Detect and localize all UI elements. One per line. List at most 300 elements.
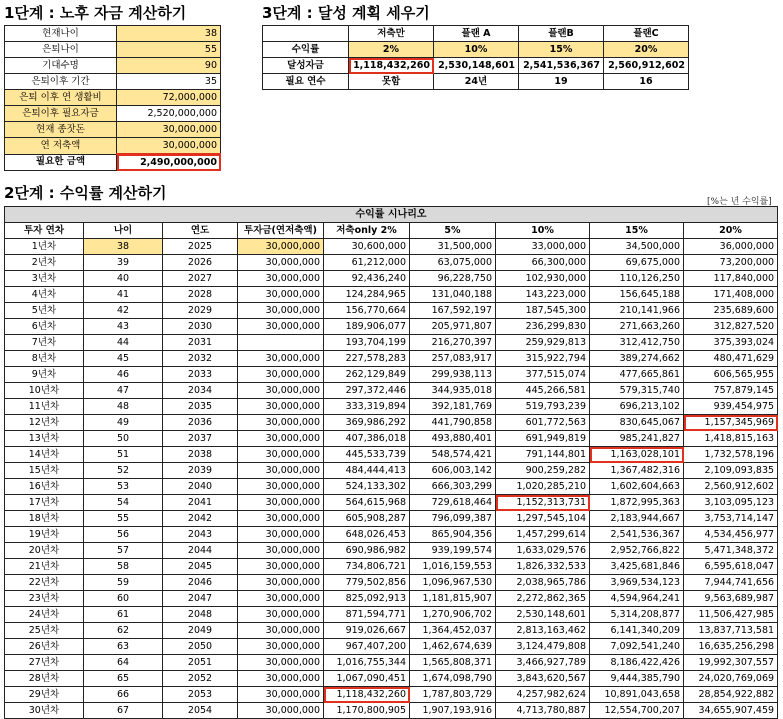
table-cell[interactable]: 8년차 xyxy=(5,351,84,367)
table-cell[interactable]: 2049 xyxy=(163,623,238,639)
table-cell[interactable]: 1,787,803,729 xyxy=(410,687,496,703)
table-cell[interactable]: 480,471,629 xyxy=(684,351,778,367)
table-cell[interactable]: 871,594,771 xyxy=(324,607,410,623)
table-cell[interactable]: 110,126,250 xyxy=(590,271,684,287)
table-cell[interactable]: 1,633,029,576 xyxy=(496,543,590,559)
step3-value-cell[interactable]: 16 xyxy=(604,74,689,90)
table-cell[interactable]: 2030 xyxy=(163,319,238,335)
table-cell[interactable]: 56 xyxy=(84,527,163,543)
table-cell[interactable]: 66,300,000 xyxy=(496,255,590,271)
table-cell[interactable]: 1,674,098,790 xyxy=(410,671,496,687)
table-cell[interactable]: 11년차 xyxy=(5,399,84,415)
step3-value-cell[interactable]: 20% xyxy=(604,42,689,58)
table-cell[interactable]: 30,000,000 xyxy=(238,495,324,511)
table-cell[interactable]: 40 xyxy=(84,271,163,287)
table-cell[interactable]: 2036 xyxy=(163,415,238,431)
table-cell[interactable]: 16,635,256,298 xyxy=(684,639,778,655)
table-cell[interactable]: 939,454,975 xyxy=(684,399,778,415)
table-cell[interactable]: 2,560,912,602 xyxy=(684,479,778,495)
step1-value-cell[interactable]: 2,490,000,000 xyxy=(117,154,221,171)
table-cell[interactable]: 1,565,808,371 xyxy=(410,655,496,671)
table-cell[interactable]: 30,000,000 xyxy=(238,511,324,527)
column-header[interactable]: 저축only 2% xyxy=(324,223,410,239)
table-cell[interactable]: 939,199,574 xyxy=(410,543,496,559)
table-cell[interactable]: 392,181,769 xyxy=(410,399,496,415)
table-cell[interactable]: 5년차 xyxy=(5,303,84,319)
step3-value-cell[interactable]: 15% xyxy=(519,42,604,58)
step1-label-cell[interactable]: 기대수명 xyxy=(5,58,117,74)
table-cell[interactable]: 187,545,300 xyxy=(496,303,590,319)
step1-value-cell[interactable]: 30,000,000 xyxy=(117,122,221,138)
table-cell[interactable]: 205,971,807 xyxy=(410,319,496,335)
table-cell[interactable]: 28년차 xyxy=(5,671,84,687)
table-cell[interactable]: 65 xyxy=(84,671,163,687)
table-cell[interactable]: 30,000,000 xyxy=(238,303,324,319)
table-cell[interactable]: 791,144,801 xyxy=(496,447,590,463)
table-cell[interactable]: 30,000,000 xyxy=(238,575,324,591)
step3-row-label[interactable]: 필요 연수 xyxy=(263,74,349,90)
table-cell[interactable]: 262,129,849 xyxy=(324,367,410,383)
table-cell[interactable]: 14년차 xyxy=(5,447,84,463)
table-cell[interactable]: 30,000,000 xyxy=(238,271,324,287)
table-cell[interactable]: 117,840,000 xyxy=(684,271,778,287)
table-cell[interactable]: 30,000,000 xyxy=(238,655,324,671)
table-cell[interactable]: 3,425,681,846 xyxy=(590,559,684,575)
table-cell[interactable]: 2032 xyxy=(163,351,238,367)
table-cell[interactable]: 985,241,827 xyxy=(590,431,684,447)
step1-label-cell[interactable]: 현재나이 xyxy=(5,26,117,42)
column-header[interactable]: 나이 xyxy=(84,223,163,239)
table-cell[interactable]: 1,732,578,196 xyxy=(684,447,778,463)
table-cell[interactable]: 2038 xyxy=(163,447,238,463)
table-cell[interactable]: 1,367,482,316 xyxy=(590,463,684,479)
table-cell[interactable]: 344,935,018 xyxy=(410,383,496,399)
table-cell[interactable]: 210,141,966 xyxy=(590,303,684,319)
table-cell[interactable] xyxy=(238,335,324,351)
table-cell[interactable]: 2,813,163,462 xyxy=(496,623,590,639)
table-cell[interactable]: 445,266,581 xyxy=(496,383,590,399)
table-cell[interactable]: 3,753,714,147 xyxy=(684,511,778,527)
table-cell[interactable]: 59 xyxy=(84,575,163,591)
table-cell[interactable]: 227,578,283 xyxy=(324,351,410,367)
table-cell[interactable]: 193,704,199 xyxy=(324,335,410,351)
table-cell[interactable]: 30,000,000 xyxy=(238,255,324,271)
step3-column-header[interactable]: 플랜B xyxy=(519,26,604,42)
table-cell[interactable]: 2033 xyxy=(163,367,238,383)
table-cell[interactable]: 1,016,755,344 xyxy=(324,655,410,671)
table-cell[interactable]: 648,026,453 xyxy=(324,527,410,543)
step3-value-cell[interactable]: 못함 xyxy=(349,74,434,90)
table-cell[interactable]: 96,228,750 xyxy=(410,271,496,287)
table-cell[interactable]: 4,257,982,624 xyxy=(496,687,590,703)
table-cell[interactable]: 2046 xyxy=(163,575,238,591)
table-cell[interactable]: 69,675,000 xyxy=(590,255,684,271)
table-cell[interactable]: 407,386,018 xyxy=(324,431,410,447)
table-cell[interactable]: 1,270,906,702 xyxy=(410,607,496,623)
table-cell[interactable]: 2,038,965,786 xyxy=(496,575,590,591)
table-cell[interactable]: 299,938,113 xyxy=(410,367,496,383)
table-cell[interactable]: 900,259,282 xyxy=(496,463,590,479)
table-cell[interactable]: 1,364,452,037 xyxy=(410,623,496,639)
table-cell[interactable]: 10년차 xyxy=(5,383,84,399)
column-header[interactable]: 5% xyxy=(410,223,496,239)
table-cell[interactable]: 2050 xyxy=(163,639,238,655)
table-cell[interactable]: 2028 xyxy=(163,287,238,303)
table-cell[interactable]: 259,929,813 xyxy=(496,335,590,351)
step3-value-cell[interactable]: 19 xyxy=(519,74,604,90)
table-cell[interactable]: 30,000,000 xyxy=(238,543,324,559)
step3-row-label[interactable]: 수익률 xyxy=(263,42,349,58)
column-header[interactable]: 15% xyxy=(590,223,684,239)
table-cell[interactable]: 1,067,090,451 xyxy=(324,671,410,687)
table-cell[interactable]: 30,000,000 xyxy=(238,383,324,399)
table-cell[interactable]: 46 xyxy=(84,367,163,383)
column-header[interactable]: 투자 연차 xyxy=(5,223,84,239)
table-cell[interactable]: 1,016,159,553 xyxy=(410,559,496,575)
table-cell[interactable]: 44 xyxy=(84,335,163,351)
table-cell[interactable]: 5,314,208,877 xyxy=(590,607,684,623)
table-cell[interactable]: 167,592,197 xyxy=(410,303,496,319)
table-cell[interactable]: 297,372,446 xyxy=(324,383,410,399)
table-cell[interactable]: 2026 xyxy=(163,255,238,271)
step3-value-cell[interactable]: 2% xyxy=(349,42,434,58)
table-cell[interactable]: 18년차 xyxy=(5,511,84,527)
table-cell[interactable]: 50 xyxy=(84,431,163,447)
table-cell[interactable]: 6,595,618,047 xyxy=(684,559,778,575)
table-cell[interactable]: 48 xyxy=(84,399,163,415)
table-cell[interactable]: 5,471,348,372 xyxy=(684,543,778,559)
table-cell[interactable]: 49 xyxy=(84,415,163,431)
table-cell[interactable]: 30,000,000 xyxy=(238,607,324,623)
table-cell[interactable]: 102,930,000 xyxy=(496,271,590,287)
table-cell[interactable]: 312,412,750 xyxy=(590,335,684,351)
table-cell[interactable]: 3,843,620,567 xyxy=(496,671,590,687)
step1-label-cell[interactable]: 은퇴이후 기간 xyxy=(5,74,117,90)
table-cell[interactable]: 389,274,662 xyxy=(590,351,684,367)
table-cell[interactable]: 24,020,769,069 xyxy=(684,671,778,687)
table-cell[interactable]: 257,083,917 xyxy=(410,351,496,367)
table-cell[interactable]: 156,770,664 xyxy=(324,303,410,319)
table-cell[interactable]: 131,040,188 xyxy=(410,287,496,303)
table-cell[interactable]: 34,500,000 xyxy=(590,239,684,255)
table-cell[interactable]: 54 xyxy=(84,495,163,511)
step3-value-cell[interactable]: 2,560,912,602 xyxy=(604,58,689,74)
table-cell[interactable]: 2044 xyxy=(163,543,238,559)
column-header[interactable]: 20% xyxy=(684,223,778,239)
table-cell[interactable]: 58 xyxy=(84,559,163,575)
table-cell[interactable]: 27년차 xyxy=(5,655,84,671)
table-cell[interactable]: 42 xyxy=(84,303,163,319)
table-cell[interactable]: 666,303,299 xyxy=(410,479,496,495)
table-cell[interactable]: 2042 xyxy=(163,511,238,527)
table-cell[interactable]: 235,689,600 xyxy=(684,303,778,319)
table-cell[interactable]: 30,000,000 xyxy=(238,463,324,479)
table-cell[interactable]: 19년차 xyxy=(5,527,84,543)
step1-label-cell[interactable]: 은퇴나이 xyxy=(5,42,117,58)
table-cell[interactable]: 2,183,944,667 xyxy=(590,511,684,527)
table-cell[interactable]: 2041 xyxy=(163,495,238,511)
table-cell[interactable]: 477,665,861 xyxy=(590,367,684,383)
table-cell[interactable]: 825,092,913 xyxy=(324,591,410,607)
step1-value-cell[interactable]: 72,000,000 xyxy=(117,90,221,106)
table-cell[interactable]: 696,213,102 xyxy=(590,399,684,415)
table-cell[interactable]: 30,000,000 xyxy=(238,239,324,255)
table-cell[interactable]: 4,534,456,977 xyxy=(684,527,778,543)
table-cell[interactable]: 63 xyxy=(84,639,163,655)
table-cell[interactable]: 3,466,927,789 xyxy=(496,655,590,671)
table-cell[interactable]: 2052 xyxy=(163,671,238,687)
table-cell[interactable]: 2027 xyxy=(163,271,238,287)
table-cell[interactable]: 271,663,260 xyxy=(590,319,684,335)
table-cell[interactable]: 7년차 xyxy=(5,335,84,351)
table-cell[interactable]: 377,515,074 xyxy=(496,367,590,383)
column-header[interactable]: 10% xyxy=(496,223,590,239)
table-cell[interactable]: 445,533,739 xyxy=(324,447,410,463)
table-cell[interactable]: 62 xyxy=(84,623,163,639)
table-cell[interactable]: 9년차 xyxy=(5,367,84,383)
table-cell[interactable]: 20년차 xyxy=(5,543,84,559)
table-cell[interactable]: 73,200,000 xyxy=(684,255,778,271)
scenario-header[interactable]: 수익률 시나리오 xyxy=(5,207,778,223)
table-cell[interactable]: 564,615,968 xyxy=(324,495,410,511)
table-cell[interactable]: 1,020,285,210 xyxy=(496,479,590,495)
table-cell[interactable]: 171,408,000 xyxy=(684,287,778,303)
table-cell[interactable]: 41 xyxy=(84,287,163,303)
table-cell[interactable]: 92,436,240 xyxy=(324,271,410,287)
table-cell[interactable]: 606,003,142 xyxy=(410,463,496,479)
table-cell[interactable]: 30,000,000 xyxy=(238,559,324,575)
step3-column-header[interactable]: 저축만 xyxy=(349,26,434,42)
table-cell[interactable]: 865,904,356 xyxy=(410,527,496,543)
table-cell[interactable]: 606,565,955 xyxy=(684,367,778,383)
table-cell[interactable]: 579,315,740 xyxy=(590,383,684,399)
table-cell[interactable]: 1,157,345,969 xyxy=(684,415,778,431)
table-cell[interactable]: 548,574,421 xyxy=(410,447,496,463)
table-cell[interactable]: 315,922,794 xyxy=(496,351,590,367)
table-cell[interactable]: 369,986,292 xyxy=(324,415,410,431)
table-cell[interactable]: 22년차 xyxy=(5,575,84,591)
step1-label-cell[interactable]: 필요한 금액 xyxy=(5,154,117,171)
table-cell[interactable]: 830,645,067 xyxy=(590,415,684,431)
table-cell[interactable]: 16년차 xyxy=(5,479,84,495)
step1-label-cell[interactable]: 현재 종잣돈 xyxy=(5,122,117,138)
table-cell[interactable]: 2043 xyxy=(163,527,238,543)
step3-value-cell[interactable]: 24년 xyxy=(434,74,519,90)
table-cell[interactable]: 61,212,000 xyxy=(324,255,410,271)
table-cell[interactable]: 2051 xyxy=(163,655,238,671)
table-cell[interactable]: 2029 xyxy=(163,303,238,319)
table-cell[interactable]: 30년차 xyxy=(5,703,84,719)
table-cell[interactable]: 1,181,815,907 xyxy=(410,591,496,607)
table-cell[interactable]: 30,000,000 xyxy=(238,319,324,335)
table-cell[interactable]: 9,563,689,987 xyxy=(684,591,778,607)
table-cell[interactable]: 1,118,432,260 xyxy=(324,687,410,703)
table-cell[interactable]: 4,713,780,887 xyxy=(496,703,590,719)
table-cell[interactable]: 36,000,000 xyxy=(684,239,778,255)
table-cell[interactable]: 124,284,965 xyxy=(324,287,410,303)
table-cell[interactable]: 2039 xyxy=(163,463,238,479)
table-cell[interactable]: 43 xyxy=(84,319,163,335)
column-header[interactable]: 투자금(연저축액) xyxy=(238,223,324,239)
table-cell[interactable]: 236,299,830 xyxy=(496,319,590,335)
step1-value-cell[interactable]: 2,520,000,000 xyxy=(117,106,221,122)
table-cell[interactable]: 1,170,800,905 xyxy=(324,703,410,719)
table-cell[interactable]: 30,000,000 xyxy=(238,431,324,447)
table-cell[interactable]: 30,000,000 xyxy=(238,447,324,463)
table-cell[interactable]: 64 xyxy=(84,655,163,671)
table-cell[interactable]: 53 xyxy=(84,479,163,495)
step1-value-cell[interactable]: 55 xyxy=(117,42,221,58)
table-cell[interactable]: 7,944,741,656 xyxy=(684,575,778,591)
table-cell[interactable]: 30,000,000 xyxy=(238,527,324,543)
table-cell[interactable]: 31,500,000 xyxy=(410,239,496,255)
step1-label-cell[interactable]: 은퇴이후 필요자금 xyxy=(5,106,117,122)
table-cell[interactable]: 28,854,922,882 xyxy=(684,687,778,703)
table-cell[interactable]: 38 xyxy=(84,239,163,255)
table-cell[interactable]: 1,826,332,533 xyxy=(496,559,590,575)
table-cell[interactable]: 11,506,427,985 xyxy=(684,607,778,623)
table-cell[interactable]: 15년차 xyxy=(5,463,84,479)
step3-value-cell[interactable]: 2,541,536,367 xyxy=(519,58,604,74)
table-cell[interactable]: 3,969,534,123 xyxy=(590,575,684,591)
table-cell[interactable]: 13,837,713,581 xyxy=(684,623,778,639)
table-cell[interactable]: 30,000,000 xyxy=(238,639,324,655)
table-cell[interactable]: 2035 xyxy=(163,399,238,415)
table-cell[interactable]: 524,133,302 xyxy=(324,479,410,495)
table-cell[interactable]: 967,407,200 xyxy=(324,639,410,655)
table-cell[interactable]: 441,790,858 xyxy=(410,415,496,431)
table-cell[interactable]: 23년차 xyxy=(5,591,84,607)
table-cell[interactable]: 30,000,000 xyxy=(238,415,324,431)
table-cell[interactable]: 2054 xyxy=(163,703,238,719)
table-cell[interactable]: 7,092,541,240 xyxy=(590,639,684,655)
table-cell[interactable]: 57 xyxy=(84,543,163,559)
step3-value-cell[interactable]: 1,118,432,260 xyxy=(349,58,434,74)
table-cell[interactable]: 1,418,815,163 xyxy=(684,431,778,447)
table-cell[interactable]: 1,907,193,916 xyxy=(410,703,496,719)
table-cell[interactable]: 519,793,239 xyxy=(496,399,590,415)
table-cell[interactable]: 55 xyxy=(84,511,163,527)
table-cell[interactable]: 2,272,862,365 xyxy=(496,591,590,607)
table-cell[interactable]: 61 xyxy=(84,607,163,623)
table-cell[interactable]: 2047 xyxy=(163,591,238,607)
table-cell[interactable]: 30,000,000 xyxy=(238,287,324,303)
table-cell[interactable]: 12년차 xyxy=(5,415,84,431)
table-cell[interactable]: 1,297,545,104 xyxy=(496,511,590,527)
step1-value-cell[interactable]: 35 xyxy=(117,74,221,90)
table-cell[interactable]: 333,319,894 xyxy=(324,399,410,415)
table-cell[interactable]: 6,141,340,209 xyxy=(590,623,684,639)
step3-value-cell[interactable]: 2,530,148,601 xyxy=(434,58,519,74)
table-cell[interactable]: 484,444,413 xyxy=(324,463,410,479)
table-cell[interactable]: 691,949,819 xyxy=(496,431,590,447)
table-cell[interactable]: 30,000,000 xyxy=(238,367,324,383)
table-cell[interactable]: 8,186,422,426 xyxy=(590,655,684,671)
table-cell[interactable]: 493,880,401 xyxy=(410,431,496,447)
step3-column-header[interactable]: 플랜C xyxy=(604,26,689,42)
table-cell[interactable]: 156,645,188 xyxy=(590,287,684,303)
table-cell[interactable]: 1,872,995,363 xyxy=(590,495,684,511)
table-cell[interactable]: 30,000,000 xyxy=(238,591,324,607)
table-cell[interactable]: 1,096,967,530 xyxy=(410,575,496,591)
table-cell[interactable]: 2040 xyxy=(163,479,238,495)
table-cell[interactable]: 143,223,000 xyxy=(496,287,590,303)
table-cell[interactable]: 2025 xyxy=(163,239,238,255)
table-cell[interactable]: 2048 xyxy=(163,607,238,623)
table-cell[interactable]: 605,908,287 xyxy=(324,511,410,527)
table-cell[interactable]: 375,393,024 xyxy=(684,335,778,351)
table-cell[interactable]: 690,986,982 xyxy=(324,543,410,559)
table-cell[interactable]: 2,109,093,835 xyxy=(684,463,778,479)
table-cell[interactable]: 51 xyxy=(84,447,163,463)
table-cell[interactable]: 45 xyxy=(84,351,163,367)
table-cell[interactable]: 12,554,700,207 xyxy=(590,703,684,719)
table-cell[interactable]: 30,600,000 xyxy=(324,239,410,255)
table-cell[interactable]: 24년차 xyxy=(5,607,84,623)
table-cell[interactable]: 1,462,674,639 xyxy=(410,639,496,655)
table-cell[interactable]: 1,602,604,663 xyxy=(590,479,684,495)
table-cell[interactable]: 19,992,307,557 xyxy=(684,655,778,671)
step1-value-cell[interactable]: 38 xyxy=(117,26,221,42)
table-cell[interactable]: 33,000,000 xyxy=(496,239,590,255)
table-cell[interactable]: 21년차 xyxy=(5,559,84,575)
table-cell[interactable]: 30,000,000 xyxy=(238,479,324,495)
table-cell[interactable]: 779,502,856 xyxy=(324,575,410,591)
step3-value-cell[interactable]: 10% xyxy=(434,42,519,58)
table-cell[interactable]: 1,163,028,101 xyxy=(590,447,684,463)
table-cell[interactable]: 47 xyxy=(84,383,163,399)
table-cell[interactable]: 26년차 xyxy=(5,639,84,655)
table-cell[interactable]: 60 xyxy=(84,591,163,607)
table-cell[interactable]: 67 xyxy=(84,703,163,719)
table-cell[interactable]: 30,000,000 xyxy=(238,687,324,703)
step1-value-cell[interactable]: 90 xyxy=(117,58,221,74)
table-cell[interactable]: 216,270,397 xyxy=(410,335,496,351)
table-cell[interactable]: 919,026,667 xyxy=(324,623,410,639)
table-cell[interactable]: 2,530,148,601 xyxy=(496,607,590,623)
table-cell[interactable]: 3,103,095,123 xyxy=(684,495,778,511)
table-cell[interactable]: 30,000,000 xyxy=(238,703,324,719)
table-cell[interactable]: 30,000,000 xyxy=(238,399,324,415)
table-cell[interactable]: 312,827,520 xyxy=(684,319,778,335)
table-cell[interactable]: 2037 xyxy=(163,431,238,447)
table-cell[interactable]: 2,541,536,367 xyxy=(590,527,684,543)
table-cell[interactable]: 4년차 xyxy=(5,287,84,303)
table-cell[interactable]: 4,594,964,241 xyxy=(590,591,684,607)
table-cell[interactable]: 25년차 xyxy=(5,623,84,639)
table-cell[interactable]: 2년차 xyxy=(5,255,84,271)
table-cell[interactable]: 10,891,043,658 xyxy=(590,687,684,703)
table-cell[interactable]: 17년차 xyxy=(5,495,84,511)
table-cell[interactable]: 30,000,000 xyxy=(238,623,324,639)
table-cell[interactable]: 2034 xyxy=(163,383,238,399)
table-cell[interactable]: 1,457,299,614 xyxy=(496,527,590,543)
table-cell[interactable]: 734,806,721 xyxy=(324,559,410,575)
table-cell[interactable]: 29년차 xyxy=(5,687,84,703)
table-cell[interactable]: 1년차 xyxy=(5,239,84,255)
table-cell[interactable]: 1,152,313,731 xyxy=(496,495,590,511)
table-cell[interactable]: 39 xyxy=(84,255,163,271)
table-cell[interactable]: 2,952,766,822 xyxy=(590,543,684,559)
table-cell[interactable]: 2031 xyxy=(163,335,238,351)
table-cell[interactable]: 34,655,907,459 xyxy=(684,703,778,719)
step1-label-cell[interactable]: 연 저축액 xyxy=(5,138,117,155)
step3-column-header[interactable]: 플랜 A xyxy=(434,26,519,42)
table-cell[interactable]: 3,124,479,808 xyxy=(496,639,590,655)
table-cell[interactable]: 729,618,464 xyxy=(410,495,496,511)
step1-label-cell[interactable]: 은퇴 이후 연 생활비 xyxy=(5,90,117,106)
step3-row-label[interactable]: 달성자금 xyxy=(263,58,349,74)
